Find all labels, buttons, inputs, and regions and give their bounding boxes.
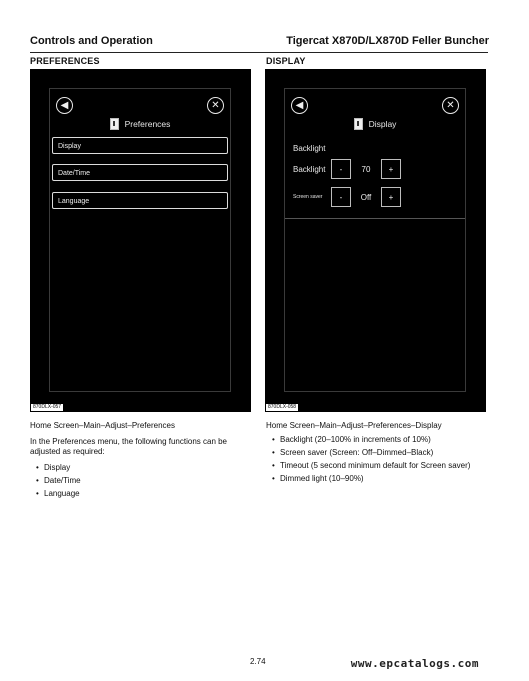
display-title-row [285, 118, 465, 130]
close-icon[interactable]: ✕ [442, 97, 459, 114]
page-number: 2.74 [250, 657, 266, 666]
display-screen-frame [284, 88, 466, 392]
figure-id-label: 870DLX-058 [268, 404, 297, 410]
display-divider [285, 218, 465, 219]
backlight-control-row [293, 159, 401, 179]
menu-item-date-time[interactable]: Date/Time [52, 164, 228, 181]
list-item: • Date/Time [34, 474, 244, 487]
backlight-section-label: Backlight [293, 144, 326, 153]
chapter-title: Controls and Operation [30, 35, 153, 47]
list-item: • Timeout (5 second minimum default for Screen saver) [270, 460, 480, 472]
menu-item-language[interactable]: Language [52, 192, 228, 209]
preferences-paragraph: In the Preferences menu, the following functions can be adjusted as required: [30, 437, 228, 456]
screen-saver-decrease-button[interactable]: - [331, 187, 351, 207]
preferences-bullet-list [34, 461, 244, 500]
close-icon[interactable]: ✕ [207, 97, 224, 114]
menu-item-display[interactable]: Display [52, 137, 228, 154]
list-item: • Language [34, 487, 244, 500]
watermark: www.epcatalogs.com [350, 657, 479, 670]
preferences-screen-frame [49, 88, 231, 392]
backlight-value: 70 [361, 164, 371, 174]
display-screen [265, 69, 486, 412]
back-arrow-icon[interactable]: ◀ [56, 97, 73, 114]
list-item: • Backlight (20–100% in increments of 10%) [270, 434, 480, 446]
back-arrow-icon[interactable]: ◀ [291, 97, 308, 114]
backlight-label: Backlight [293, 164, 326, 174]
screen-saver-label: Screen saver [293, 194, 323, 200]
document-icon [110, 118, 119, 130]
section-title-display: DISPLAY [266, 56, 306, 66]
screen-saver-value: Off [360, 192, 372, 202]
backlight-decrease-button[interactable]: - [331, 159, 351, 179]
display-screen-title: Display [368, 119, 397, 129]
screen-saver-control-row [293, 187, 401, 207]
document-icon [354, 118, 363, 130]
list-item: • Screen saver (Screen: Off–Dimmed–Black) [270, 447, 480, 459]
figure-caption-preferences: Home Screen–Main–Adjust–Preferences [30, 421, 175, 430]
preferences-screen [30, 69, 251, 412]
display-bullet-list [270, 434, 480, 486]
preferences-title-row [50, 118, 230, 130]
manual-title: Tigercat X870D/LX870D Feller Buncher [286, 35, 489, 47]
screen-saver-increase-button[interactable]: + [381, 187, 401, 207]
backlight-increase-button[interactable]: + [381, 159, 401, 179]
preferences-screen-title: Preferences [124, 119, 171, 129]
figure-caption-display: Home Screen–Main–Adjust–Preferences–Display [266, 421, 442, 430]
figure-id-label: 870DLX-057 [33, 404, 62, 410]
list-item: • Display [34, 461, 244, 474]
section-title-preferences: PREFERENCES [30, 56, 100, 66]
header-rule [30, 52, 488, 53]
list-item: • Dimmed light (10–90%) [270, 473, 480, 485]
